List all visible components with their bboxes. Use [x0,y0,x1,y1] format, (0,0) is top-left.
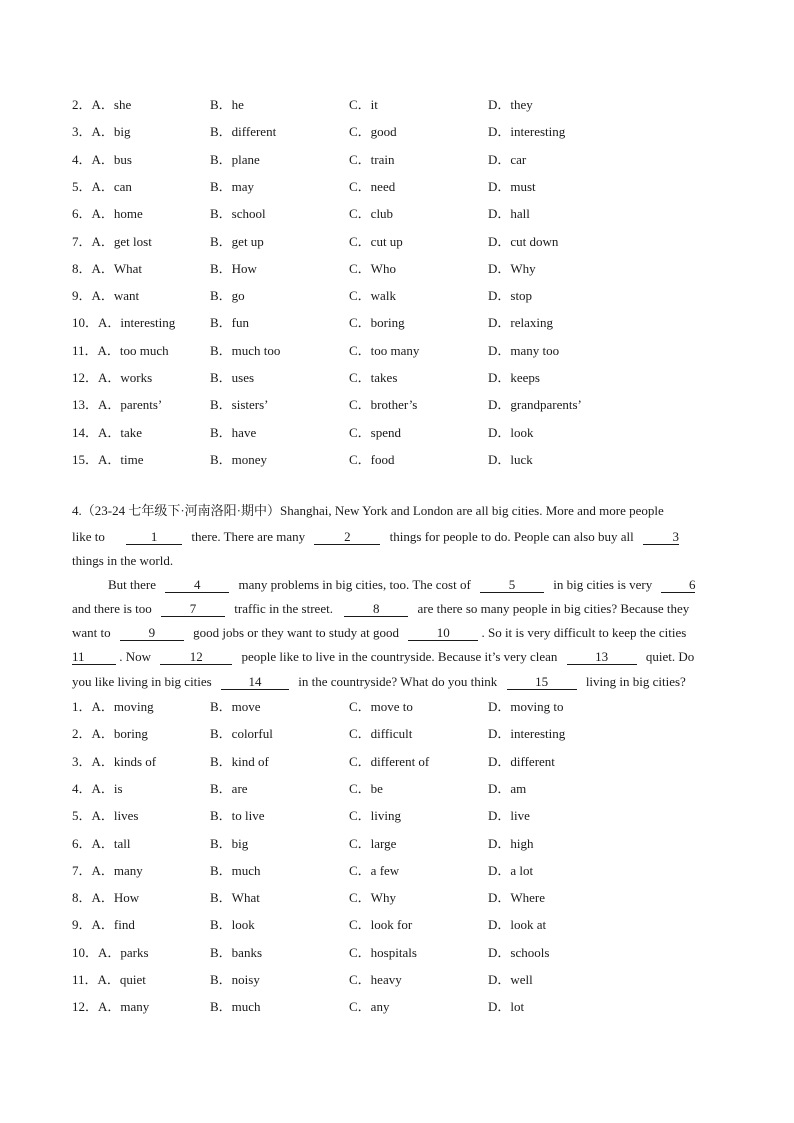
passage-text: traffic in the street. [234,601,333,616]
passage-line [72,647,694,667]
option-d[interactable]: D．grandparents’ [488,397,582,413]
passage-text: and there is too [72,601,152,616]
option-a[interactable] [72,122,131,142]
option-c[interactable]: C．any [349,999,390,1015]
option-a-text[interactable]: bus [113,151,132,167]
option-d[interactable]: D．look [488,424,534,440]
question-option-row [72,915,722,935]
question-option-row [72,341,722,361]
question-option-row [72,724,722,744]
passage-text: people like to live in the countryside. Because it’s very clean [241,649,558,664]
option-b[interactable]: B．uses [210,370,255,385]
option-d[interactable]: D．Where [488,890,546,906]
question-number: 7．A． [72,862,114,878]
option-c[interactable]: C．it [349,97,378,112]
question-option-row [72,177,722,197]
option-c[interactable]: C．Why [349,890,396,906]
passage-text: things for people to do. People can also buy all [389,529,634,544]
question-number: 10．A． [72,315,121,331]
passage-text: . So it is very difficult to keep the cities [481,625,687,640]
option-a[interactable] [72,177,132,197]
option-d[interactable]: D．am [488,780,527,796]
option-a[interactable] [72,204,143,224]
question-number: 9．A． [72,917,114,933]
option-d[interactable]: D．schools [488,944,550,960]
option-c[interactable]: C．takes [349,370,398,385]
option-b[interactable]: B．move [210,699,261,714]
blank-3[interactable]: 3 [643,529,679,545]
passage-text: living in big cities? [585,674,686,689]
option-a-text[interactable]: is [113,780,123,796]
option-a[interactable] [72,286,139,306]
option-a[interactable] [72,997,149,1017]
option-c[interactable]: C．train [349,151,395,167]
passage-text: things in the world. [72,553,174,568]
option-b[interactable]: B．big [210,835,249,851]
option-d[interactable]: D．Why [488,260,536,276]
passage-line [108,575,695,595]
option-c[interactable]: C．brother’s [349,397,418,413]
passage-text: many problems in big cities, too. The cost of [238,577,471,592]
option-a[interactable] [72,423,142,443]
question-number: 12．A． [72,999,121,1015]
option-c[interactable]: C．spend [349,424,402,440]
option-d[interactable]: D．different [488,753,555,769]
question-option-row [72,368,722,388]
option-b[interactable]: B．go [210,288,245,304]
question-number: 4．A． [72,780,114,796]
question-option-row [72,834,722,854]
option-a-text[interactable]: home [113,206,143,222]
option-b[interactable]: B．to live [210,808,265,824]
question-option-row [72,150,722,170]
option-d[interactable]: D．relaxing [488,315,553,331]
option-a[interactable] [72,697,154,717]
option-d[interactable]: D．many too [488,342,560,358]
option-a-text[interactable]: want [113,288,140,304]
question-number: 6．A． [72,206,114,222]
blank-8[interactable]: 8 [344,601,408,617]
option-c[interactable]: C．a few [349,862,400,878]
option-c[interactable]: C．walk [349,288,396,304]
option-b[interactable]: B．What [210,890,260,906]
option-d[interactable]: D．lot [488,999,525,1015]
option-d[interactable]: D．car [488,151,527,167]
option-a[interactable] [72,95,131,115]
option-d[interactable]: D．live [488,808,530,824]
passage-text: you like living in big cities [72,674,212,689]
option-a-text[interactable]: too much [119,342,169,358]
option-c[interactable]: C．look for [349,917,413,933]
blank-6[interactable]: 6 [661,577,695,593]
option-c[interactable]: C．need [349,178,396,194]
passage-text: in the countryside? What do you think [298,674,498,689]
question-number: 12．A． [72,370,121,385]
option-d[interactable]: D．interesting [488,726,566,742]
option-a[interactable] [72,232,152,252]
passage-text: good jobs or they want to study at good [193,625,399,640]
question-number: 15．A． [72,451,121,467]
question-number: 3．A． [72,753,114,769]
passage-line [72,623,686,643]
passage-line [72,672,686,692]
question-number: 6．A． [72,835,114,851]
option-d[interactable]: D．keeps [488,370,540,385]
option-a-text[interactable]: What [113,260,143,276]
option-b[interactable]: B．different [210,124,277,140]
option-c[interactable]: C．hospitals [349,944,417,960]
blank-7[interactable]: 7 [161,601,225,617]
option-b[interactable]: B．may [210,178,255,194]
passage-text: quiet. Do [645,649,695,664]
option-a-text[interactable]: quiet [119,972,146,987]
option-d[interactable]: D．moving to [488,699,564,714]
option-b[interactable]: B．much [210,862,261,878]
option-b[interactable]: B．noisy [210,972,260,987]
question-option-row [72,997,722,1017]
question-number: 13．A． [72,397,121,413]
option-d[interactable]: D．must [488,178,536,194]
question-option-row [72,806,722,826]
option-a-text[interactable]: time [120,451,144,467]
option-c[interactable]: C．move to [349,699,413,714]
question-number: 2．A． [72,726,114,742]
passage-text: are there so many people in big cities? Because they [417,601,690,616]
option-b[interactable]: B．fun [210,315,250,331]
question-option-row [72,450,722,470]
blank-12[interactable]: 12 [160,649,232,665]
blank-5[interactable]: 5 [480,577,544,593]
question-option-row [72,752,722,772]
question-number: 14．A． [72,424,121,440]
option-a-text[interactable]: get lost [113,233,152,249]
question-option-row [72,313,722,333]
option-a[interactable] [72,368,152,388]
option-b[interactable]: B．school [210,206,266,222]
question-option-row [72,970,722,990]
question-option-row [72,861,722,881]
passage-text: in big cities is very [553,577,653,592]
option-b[interactable]: B．much [210,999,261,1015]
blank-1[interactable]: 1 [126,529,182,545]
option-c[interactable]: C．be [349,780,383,796]
option-a-text[interactable]: tall [113,835,131,851]
passage-line [72,551,173,571]
option-b[interactable]: B．banks [210,944,263,960]
option-c[interactable]: C．too many [349,342,420,358]
option-b[interactable]: B．have [210,424,257,440]
question-option-row [72,395,722,415]
question-number: 5．A． [72,178,114,194]
option-b[interactable]: B．look [210,917,255,933]
option-a-text[interactable]: many [120,999,150,1015]
question-option-row [72,779,722,799]
blank-11[interactable]: 11 [72,649,116,665]
option-c[interactable]: C．large [349,835,397,851]
option-d[interactable]: D．high [488,835,534,851]
question-number: 8．A． [72,260,114,276]
option-d[interactable]: D．luck [488,451,533,467]
question-option-row [72,286,722,306]
option-c[interactable]: C．living [349,808,402,824]
passage-text: want to [72,625,111,640]
option-a-text[interactable]: parents’ [120,397,163,413]
option-a-text[interactable]: many [113,862,143,878]
option-b[interactable]: B．sisters’ [210,397,269,413]
option-c[interactable]: C．difficult [349,726,413,742]
option-d[interactable]: D．stop [488,288,533,304]
question-option-row [72,943,722,963]
option-a-text[interactable]: big [113,124,131,140]
question-number: 11．A． [72,342,120,358]
question-option-row [72,259,722,279]
option-c[interactable]: C．food [349,451,395,467]
question-option-row [72,122,722,142]
option-a-text[interactable]: she [113,97,132,112]
option-a-text[interactable]: can [113,178,132,194]
passage-line [72,501,664,521]
option-d[interactable]: D．well [488,972,533,987]
blank-14[interactable]: 14 [221,674,289,690]
option-a[interactable] [72,888,139,908]
option-a-text[interactable]: moving [113,699,154,714]
option-b[interactable]: B．much too [210,342,281,358]
option-d[interactable]: D．cut down [488,233,559,249]
option-a[interactable] [72,450,144,470]
question-option-row [72,204,722,224]
option-a[interactable] [72,915,135,935]
option-d[interactable]: D．hall [488,206,530,222]
option-a[interactable] [72,861,143,881]
question-number: 11．A． [72,972,120,987]
option-b[interactable]: B．he [210,97,244,112]
passage-text: But there [108,577,157,592]
option-a-text[interactable]: interesting [120,315,176,331]
blank-13[interactable]: 13 [567,649,637,665]
option-c[interactable]: C．heavy [349,972,402,987]
option-b[interactable]: B．money [210,451,268,467]
option-a[interactable] [72,806,138,826]
option-a[interactable] [72,970,146,990]
option-a-text[interactable]: take [120,424,143,440]
question-option-row [72,232,722,252]
passage-text: like to [72,529,105,544]
passage-text: there. There are many [191,529,306,544]
question-number: 2．A． [72,97,114,112]
option-b[interactable]: B．are [210,780,248,796]
passage-text: . Now [119,649,152,664]
option-b[interactable]: B．plane [210,151,260,167]
option-a-text[interactable]: boring [113,726,148,742]
option-a-text[interactable]: How [113,890,140,906]
question-number: 10．A． [72,944,121,960]
option-a[interactable] [72,752,156,772]
passage-line [72,527,679,547]
option-a[interactable] [72,313,175,333]
question-number: 4．A． [72,151,114,167]
option-a[interactable] [72,341,169,361]
option-a-text[interactable]: lives [113,808,139,824]
option-d[interactable]: D．they [488,97,533,112]
option-b[interactable]: B．How [210,260,257,276]
option-d[interactable]: D．interesting [488,124,566,140]
option-a[interactable] [72,150,132,170]
option-a[interactable] [72,834,131,854]
option-c[interactable]: C．different of [349,753,430,769]
option-a-text[interactable]: parks [120,944,149,960]
question-option-row [72,888,722,908]
option-c[interactable]: C．club [349,206,394,222]
option-b[interactable]: B．colorful [210,726,273,742]
option-a[interactable] [72,259,142,279]
option-a[interactable] [72,943,149,963]
option-c[interactable]: C．good [349,124,397,140]
question-option-row [72,423,722,443]
option-b[interactable]: B．get up [210,233,264,249]
option-c[interactable]: C．cut up [349,233,403,249]
option-c[interactable]: C．Who [349,260,396,276]
blank-10[interactable]: 10 [408,625,478,641]
option-d[interactable]: D．look at [488,917,547,933]
option-a[interactable] [72,395,162,415]
option-d[interactable]: D．a lot [488,862,534,878]
blank-9[interactable]: 9 [120,625,184,641]
option-a-text[interactable]: works [120,370,153,385]
blank-2[interactable]: 2 [314,529,380,545]
blank-4[interactable]: 4 [165,577,229,593]
option-a[interactable] [72,779,123,799]
passage-line [72,599,689,619]
question-number: 3．A． [72,124,114,140]
question-option-row [72,697,722,717]
option-a[interactable] [72,724,148,744]
option-a-text[interactable]: kinds of [113,753,157,769]
question-number: 5．A． [72,808,114,824]
question-number: 1．A． [72,699,114,714]
question-number: 9．A． [72,288,114,304]
passage-text: 4.（23-24 七年级下·河南洛阳·期中）Shanghai, New York and London are all big cities. More and more people [72,503,664,518]
question-number: 8．A． [72,890,114,906]
option-c[interactable]: C．boring [349,315,405,331]
question-option-row [72,95,722,115]
question-number: 7．A． [72,233,114,249]
option-a-text[interactable]: find [113,917,135,933]
option-b[interactable]: B．kind of [210,753,269,769]
blank-15[interactable]: 15 [507,674,577,690]
